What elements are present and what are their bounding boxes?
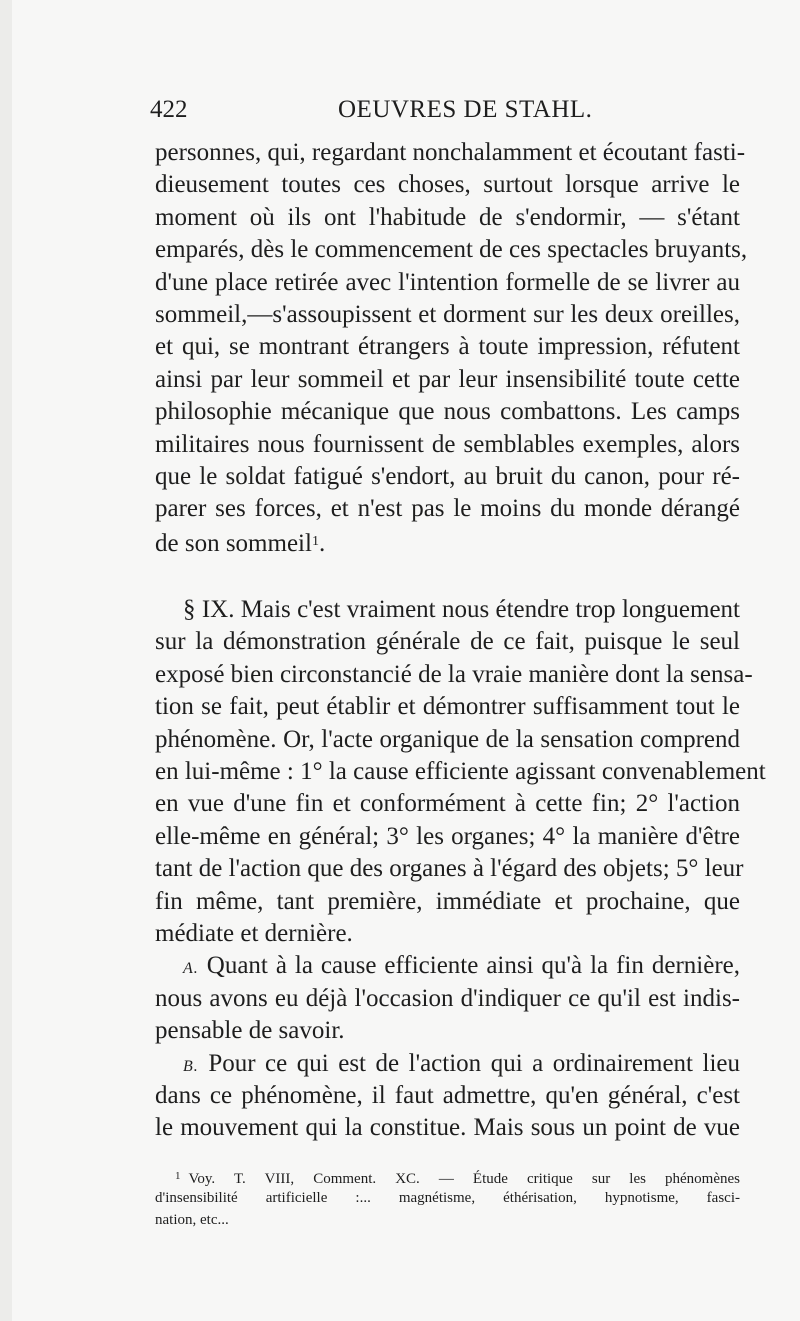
text-line: dieusement toutes ces choses, surtout lorsque arrive le [155, 171, 740, 199]
text-line [155, 950, 740, 982]
running-title: OEUVRES DE STAHL. [338, 96, 593, 123]
text-line: philosophie mécanique que nous combattons. Les camps [155, 398, 740, 426]
text-line: sommeil,—s'assoupissent et dorment sur les deux oreilles, [155, 300, 740, 328]
page-number: 422 [150, 96, 188, 123]
page-edge-shadow [0, 0, 12, 1321]
subsection-label: A. [183, 960, 199, 978]
text-line: dans ce phénomène, il faut admettre, qu'en général, c'est [155, 1081, 740, 1109]
footnote-line: d'insensibilité artificielle :... magnétisme, éthérisation, hypnotisme, fasci- [155, 1190, 740, 1206]
footnote-marker: 1 [175, 1170, 181, 1182]
text-line: exposé bien circonstancié de la vraie manière dont la sensa- [155, 660, 753, 688]
text-line: que le soldat fatigué s'endort, au bruit du canon, pour ré- [155, 462, 740, 490]
text-line: nous avons eu déjà l'occasion d'indiquer ce qu'il est indis- [155, 984, 740, 1012]
text-line: moment où ils ont l'habitude de s'endormir, — s'étant [155, 203, 740, 231]
section-ix-paragraph [155, 594, 766, 950]
footnote-reference: 1 [311, 533, 319, 549]
text-line: ainsi par leur sommeil et par leur insensibilité toute cette [155, 365, 740, 393]
text-line: elle-même en général; 3° les organes; 4° la manière d'être [155, 822, 740, 850]
text-fragment: . [318, 529, 326, 557]
text-line [155, 526, 740, 558]
text-line: sur la démonstration générale de ce fait, puisque le seul [155, 628, 740, 656]
text-line: médiate et dernière. [155, 919, 353, 947]
text-line: militaires nous fournissent de semblables exemples, alors [155, 430, 740, 458]
text-line: emparés, dès le commencement de ces spectacles bruyants, [155, 236, 748, 264]
footnote-line [155, 1165, 740, 1187]
text-line: § IX. Mais c'est vraiment nous étendre trop longuement [183, 596, 740, 624]
paragraph-continuation [155, 137, 748, 558]
paragraph-spacer [155, 558, 740, 594]
text-line: personnes, qui, regardant nonchalamment et écoutant fasti- [155, 139, 746, 166]
text-line: le mouvement qui la constitue. Mais sous un point de vue [155, 1114, 740, 1142]
running-header [150, 90, 740, 130]
text-fragment: Quant à la cause efficiente ainsi qu'à la fin dernière, [206, 952, 740, 980]
text-fragment: Pour ce qui est de l'action qui a ordinairement lieu [208, 1049, 741, 1077]
text-fragment: Voy. T. VIII, Comment. XC. — Étude critique sur les phénomènes [188, 1171, 740, 1187]
subsection-label: B. [183, 1057, 199, 1075]
text-line: parer ses forces, et n'est pas le moins du monde dérangé [155, 495, 740, 523]
text-line: tion se fait, peut établir et démontrer suffisamment tout le [155, 693, 740, 721]
text-line: tant de l'action que des organes à l'égard des objets; 5° leur [155, 855, 744, 883]
text-line: phénomène. Or, l'acte organique de la sensation comprend [155, 725, 740, 753]
footnotes [155, 1165, 740, 1231]
text-line: fin même, tant première, immédiate et prochaine, que [155, 887, 740, 915]
text-line: en vue d'une fin et conformément à cette fin; 2° l'action [155, 790, 740, 818]
text-line: pensable de savoir. [155, 1017, 345, 1045]
text-fragment: de son sommeil [155, 529, 312, 557]
text-line: d'une place retirée avec l'intention formelle de se livrer au [155, 268, 740, 296]
body-text [155, 137, 766, 1145]
footnote-line: nation, etc... [155, 1212, 229, 1228]
text-line: et qui, se montrant étrangers à toute impression, réfutent [155, 333, 740, 361]
subsection-b-paragraph [155, 1048, 740, 1145]
text-line [155, 1048, 740, 1080]
text-line: en lui-même : 1° la cause efficiente agissant convenablement [155, 758, 766, 786]
subsection-a-paragraph [155, 950, 740, 1047]
